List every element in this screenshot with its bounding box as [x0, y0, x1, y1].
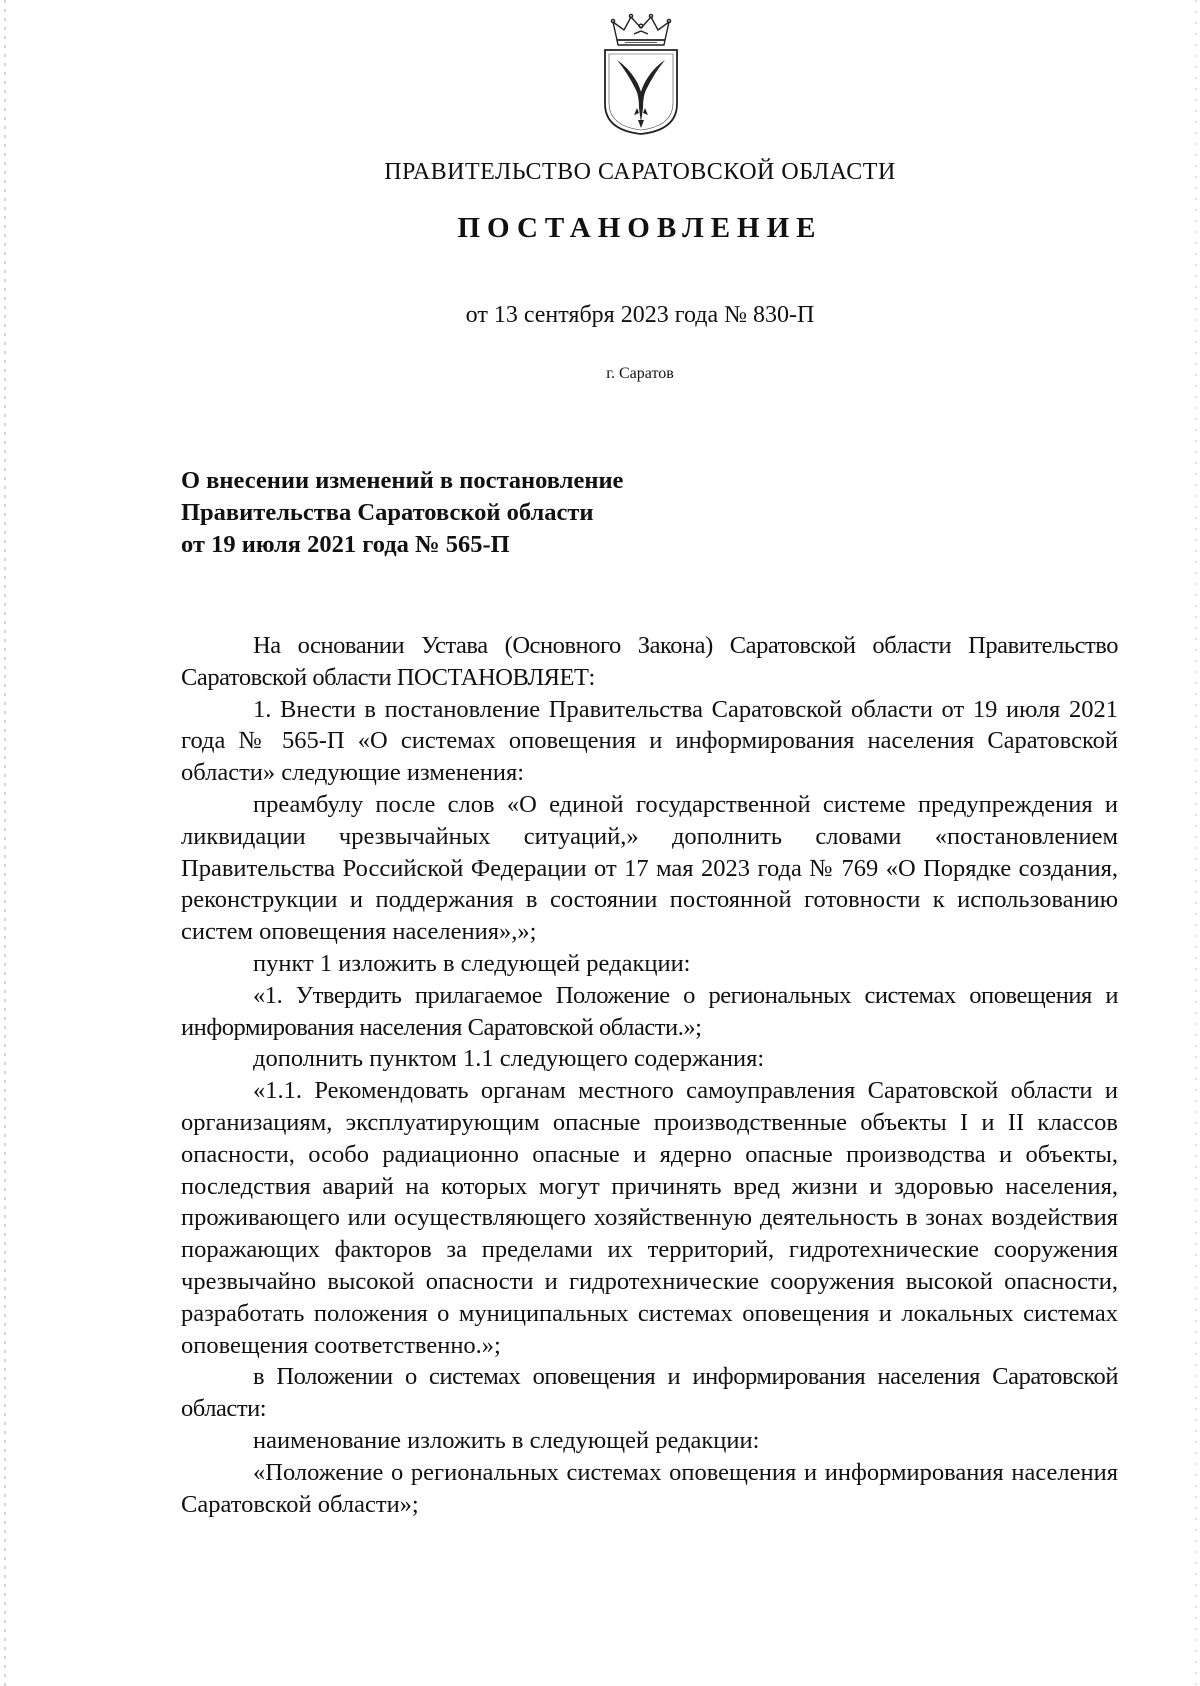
document-title: [181, 465, 623, 561]
scan-edge-left: [4, 0, 6, 1686]
paragraph-point-1-1-text: «1.1. Рекомендовать органам местного самоуправления Саратовской области и организациям, эксплуатирующим опасные производственные объекты I и II классов опасности, особо радиационно опасные и ядерно опасные производства и объекты, последствия аварий на которых могут причинять вред жизни и здоровью населения, проживающего или осуществляющего хозяйственную деятельность в зонах воздействия поражающих факторов за пределами их территорий, гидротехнические сооружения чрезвычайно высокой опасности и гидротехнические сооружения высокой опасности, разработать положения о муниципальных системах оповещения и локальных системах оповещения соответственно.»;: [181, 1077, 1118, 1359]
scan-edge-right: [1195, 0, 1197, 1686]
saratov-coat-of-arms-icon: [601, 12, 681, 136]
paragraph-basis: На основании Устава (Основного Закона) Саратовской области Правительство Саратовской области ПОСТАНОВЛЯЕТ:: [181, 632, 1118, 691]
title-line: Правительства Саратовской области: [181, 499, 594, 526]
paragraph-point-1-text: «1. Утвердить прилагаемое Положение о региональных системах оповещения и информирования населения Саратовской области.»;: [181, 981, 1118, 1041]
document-type-heading: ПОСТАНОВЛЕНИЕ: [457, 212, 823, 244]
paragraph-point-1-intro: пункт 1 изложить в следующей редакции:: [253, 949, 691, 977]
document-body: [181, 630, 1118, 1520]
title-line: О внесении изменений в постановление: [181, 467, 624, 494]
title-line: от 19 июля 2021 года № 565-П: [181, 531, 510, 558]
paragraph-name-text: «Положение о региональных системах оповещения и информирования населения Саратовской области»;: [181, 1458, 1118, 1518]
paragraph-name-intro: наименование изложить в следующей редакции:: [253, 1426, 760, 1454]
paragraph-preamble-change: преамбулу после слов «О единой государственной системе предупреждения и ликвидации чрезвычайных ситуаций,» дополнить словами «постановлением Правительства Российской Федерации от 17 мая 2023 года № 769 «О Порядке создания, реконструкции и поддержания в состоянии постоянной готовности к использованию систем оповещения населения»,»;: [181, 790, 1118, 946]
paragraph-point-1-1-intro: дополнить пунктом 1.1 следующего содержания:: [253, 1045, 765, 1073]
document-date-number: от 13 сентября 2023 года № 830-П: [465, 302, 815, 328]
paragraph-item-1: 1. Внести в постановление Правительства Саратовской области от 19 июля 2021 года № 565-П «О системах оповещения и информирования населения Саратовской области» следующие изменения:: [181, 695, 1118, 787]
document-city: г. Саратов: [606, 365, 674, 382]
government-name: ПРАВИТЕЛЬСТВО САРАТОВСКОЙ ОБЛАСТИ: [384, 159, 896, 185]
paragraph-regulation-change: в Положении о системах оповещения и информирования населения Саратовской области:: [181, 1363, 1118, 1423]
